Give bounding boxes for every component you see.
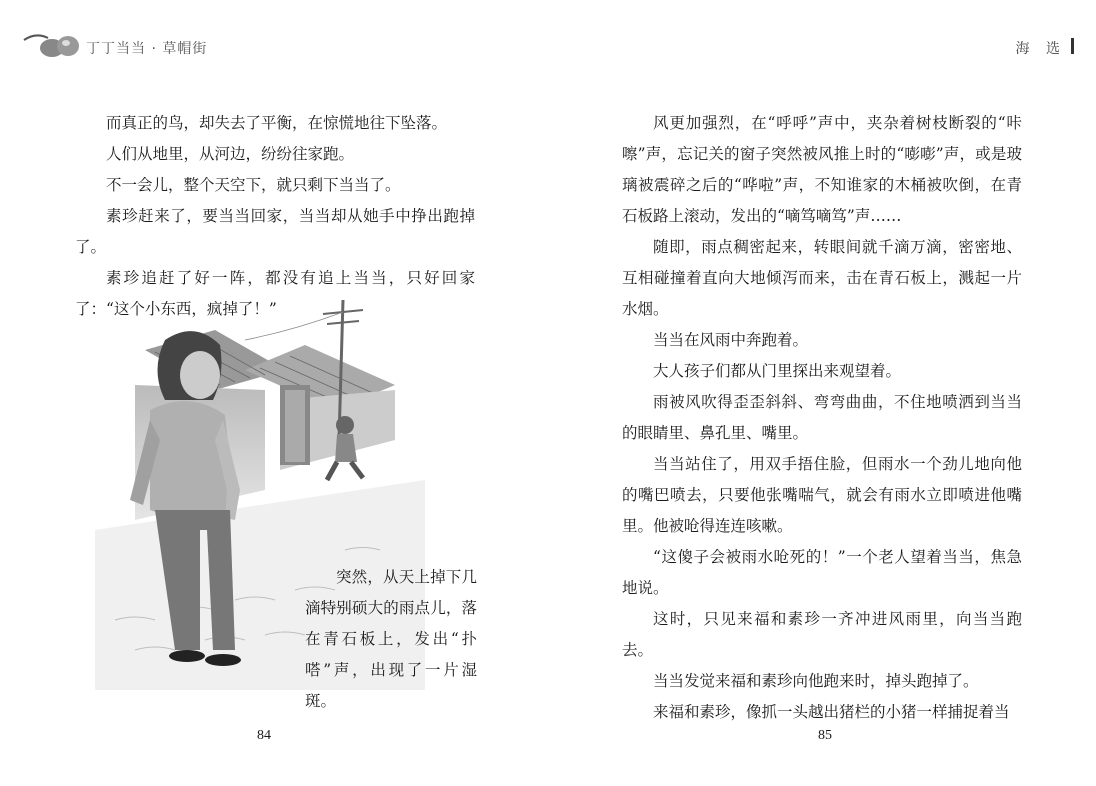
paragraph: 风更加强烈，在“呼呼”声中，夹杂着树枝断裂的“咔嚓”声，忘记关的窗子突然被风推上时的“嘭嘭”声，或是玻璃被震碎之后的“哗啦”声，不知谁家的木桶被吹倒，在青石板路上滚动，发出的“嘀笃嘀笃”声…… [622,114,1022,225]
right-page [548,0,1096,786]
paragraph: 而真正的鸟，却失去了平衡，在惊慌地往下坠落。 [106,114,448,132]
right-text-block [622,108,1022,728]
paragraph: “这傻子会被雨水呛死的！”一个老人望着当当，焦急地说。 [622,548,1022,597]
illustration-caption: 突然，从天上掉下几滴特别硕大的雨点儿，落在青石板上，发出“扑嗒”声，出现了一片湿斑。 [305,568,477,710]
paragraph: 人们从地里，从河边，纷纷往家跑。 [106,145,355,163]
paragraph: 当当发觉来福和素珍向他跑来时，掉头跑掉了。 [653,672,979,690]
paragraph: 来福和素珍，像抓一头越出猪栏的小猪一样捕捉着当 [653,703,1010,721]
gourd-logo-icon [22,30,84,60]
page-number: 85 [818,728,832,743]
paragraph: 雨被风吹得歪歪斜斜、弯弯曲曲，不住地喷洒到当当的眼睛里、鼻孔里、嘴里。 [622,393,1022,442]
chapter-title: 海 选 [1015,41,1066,57]
paragraph: 素珍赶来了，要当当回家，当当却从她手中挣出跑掉了。 [75,207,475,256]
series-title: 丁丁当当 · 草帽街 [86,41,208,57]
paragraph: 当当站住了，用双手捂住脸，但雨水一个劲儿地向他的嘴巴喷去，只要他张嘴喘气，就会有雨水立即喷进他嘴里。他被呛得连连咳嗽。 [622,455,1022,535]
paragraph: 当当在风雨中奔跑着。 [653,331,809,349]
paragraph: 随即，雨点稠密起来，转眼间就千滴万滴，密密地、互相碰撞着直向大地倾泻而来，击在青石板上，溅起一片水烟。 [622,238,1022,318]
chapter-bar-decoration [1071,38,1074,54]
page-number: 84 [257,728,271,743]
paragraph: 不一会儿，整个天空下，就只剩下当当了。 [106,176,401,194]
paragraph: 素珍追赶了好一阵，都没有追上当当，只好回家了：“这个小东西，疯掉了！” [75,269,475,318]
paragraph: 大人孩子们都从门里探出来观望着。 [653,362,902,380]
paragraph: 这时，只见来福和素珍一齐冲进风雨里，向当当跑去。 [622,610,1022,659]
